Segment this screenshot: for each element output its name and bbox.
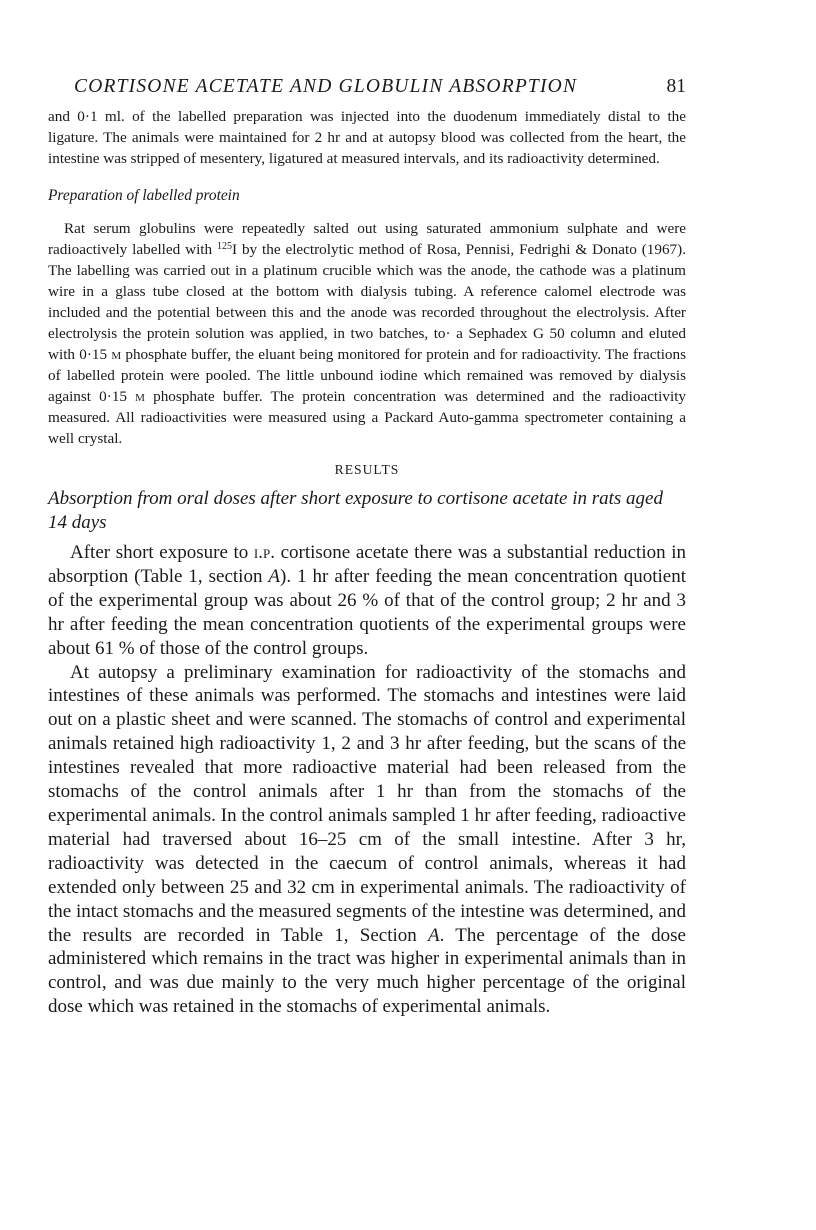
molar-unit: m [135, 388, 145, 405]
labelling-text-1: Rat serum globulins were repeatedly salted out using saturated ammonium sulphate and were radioactively labelled with [48, 220, 686, 258]
isotope-symbol: I [232, 241, 238, 258]
results-p2-text-a: At autopsy a preliminary examination for radioactivity of the stomachs and intestines of these animals was performed. The stomachs and intestines were laid out on a plastic sheet and were scanned. The stomachs of control and experimental animals retained high radioactivity 1, 2 and 3 hr after feeding, but the scans of the intestines revealed that more radioactive material had been released from the stomachs of the control animals after 1 hr than from the stomachs of the experimental animals. In the control animals sampled 1 hr after feeding, radioactive material had traversed about 16–25 cm of the small intestine. After 3 hr, radioactivity was detected in the caecum of control animals, whereas it had extended only between 25 and 32 cm in experimental animals. The radioactivity of the intact stomachs and the measured segments of the intestine was determined, and the results are recorded in Table 1, Section [48, 661, 686, 946]
results-p1-text-c: ). 1 hr after feeding the mean concentration quotient of the experimental group was about 26 % of that of the control group; 2 hr and 3 hr after feeding the mean concentration quotients of the experimental groups were about 61 % of those of the control groups. [48, 565, 687, 659]
running-title: CORTISONE ACETATE AND GLOBULIN ABSORPTION [74, 76, 578, 97]
molar-unit: m [111, 346, 122, 363]
labelling-text-3: phosphate buffer, the eluant being monitored for protein and for radioactivity. The fractions of labelled protein were pooled. The little unbound iodine which remained was removed by dialysis against 0·15 [48, 346, 687, 405]
labelling-text-2: by the electrolytic method of Rosa, Pennisi, Fedrighi & Donato (1967). The labelling was carried out in a platinum crucible which was the anode, the cathode was a platinum wire in a glass tube closed at the bottom with dialysis tubing. A reference calomel electrode was included and the potential between this and the anode was recorded throughout the electrolysis. After electrolysis the protein solution was applied, in two batches, to· a Sephadex G 50 column and eluted with 0·15 [48, 241, 686, 363]
methods-subheading: Preparation of labelled protein [48, 187, 240, 204]
section-letter: A [268, 565, 281, 587]
section-letter: A [428, 924, 440, 946]
page-number: 81 [666, 76, 686, 97]
results-p1-text-a: After short exposure to [70, 542, 254, 563]
journal-page [48, 76, 686, 1019]
isotope-mass-superscript: 125 [217, 241, 232, 252]
results-paragraph-2 [48, 661, 686, 1020]
results-p1-text-b: cortisone acetate there was a substantial reduction in absorption (Table 1, section [48, 542, 686, 587]
results-subheading: Absorption from oral doses after short exposure to cortisone acetate in rats aged 14 days [48, 488, 663, 533]
results-heading: RESULTS [334, 462, 400, 477]
results-p2-text-b: . The percentage of the dose administered which remains in the tract was higher in experimental animals than in control, and was due mainly to the very much higher percentage of the original dose which was retained in the stomachs of experimental animals. [48, 924, 686, 1018]
running-header [74, 76, 686, 98]
labelling-text-4: phosphate buffer. The protein concentration was determined and the radioactivity measured. All radioactivities were measured using a Packard Auto-gamma spectrometer containing a well crystal. [48, 388, 687, 447]
route-abbreviation: i.p. [253, 542, 275, 563]
results-paragraph-1 [48, 541, 686, 661]
methods-continuation-paragraph: and 0·1 ml. of the labelled preparation was injected into the duodenum immediately distal to the ligature. The animals were maintained for 2 hr and at autopsy blood was collected from the heart, the intestine was stripped of mesentery, ligatured at measured intervals, and its radioactivity determined. [48, 108, 686, 167]
labelling-paragraph [48, 218, 686, 449]
